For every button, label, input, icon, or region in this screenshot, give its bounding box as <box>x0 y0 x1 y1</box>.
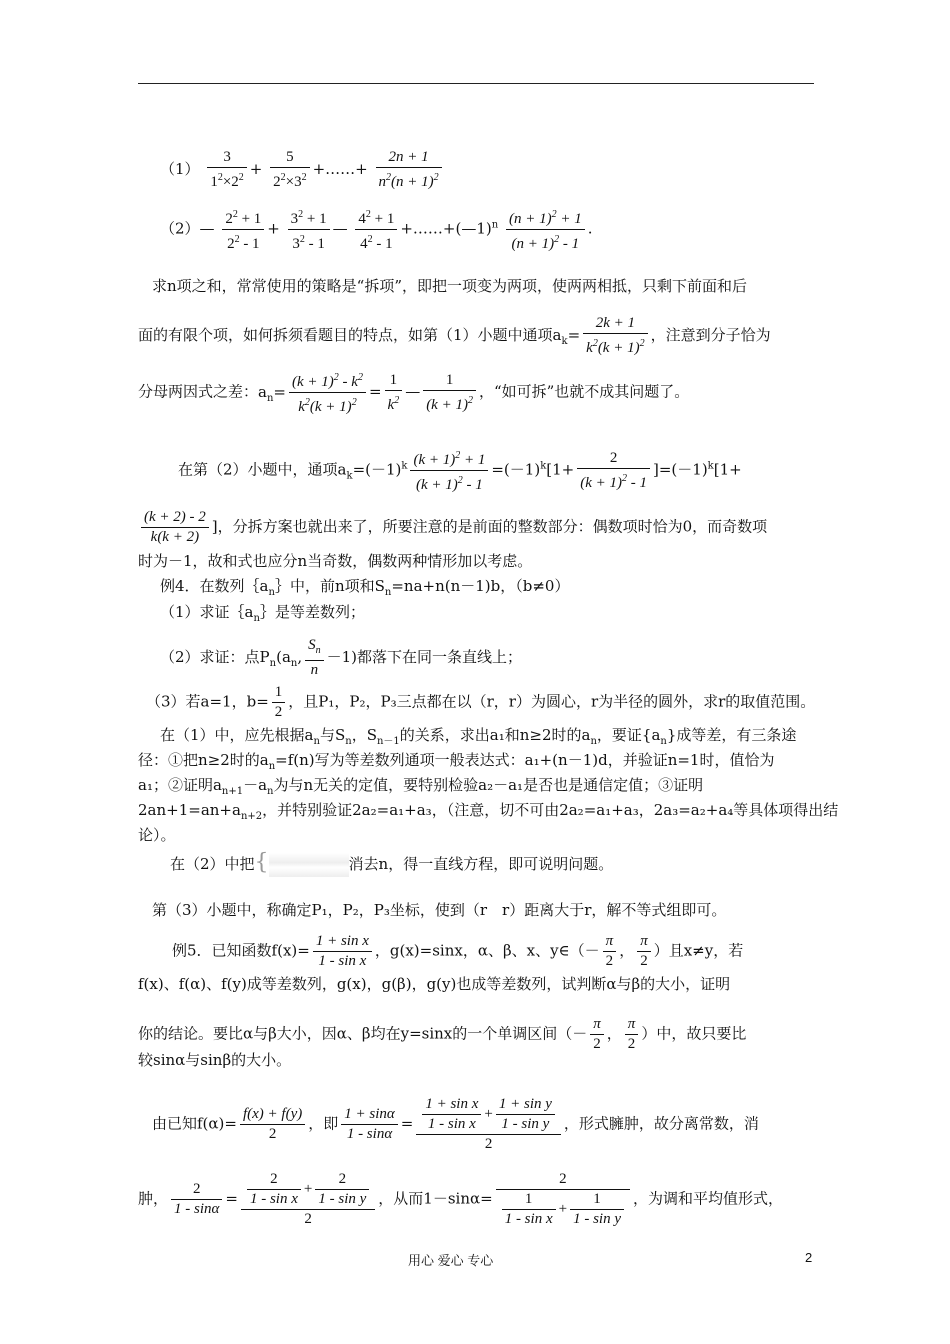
text: 由已知f(α)= <box>152 1114 237 1133</box>
text: ｝中，前n项和S <box>274 577 385 595</box>
example-5-line: 由已知f(α)= $\frac{f(x) + f(y)}{2}$ ，即 $\frac{1 + \sin\alpha}{1 - \sin\alpha}$ = $\frac{\text{1 + sin x}}{\text{1 - sin x}}$ + $\frac{\text{1 + sin y}}{\text{1 - sin y}}$ 2 ，形式臃肿，故分离常数，消 <box>152 1096 759 1152</box>
brace-system-icon: { <box>254 850 269 875</box>
text: 例5．已知函数f(x)= <box>172 941 310 960</box>
formula-item-1: （1） $\frac{3}{1^2\times 2^2}$ + $\frac{5}{2^2\times 3^2}$ +……+ $\frac{2n + 1}{n^2(n + 1)^2}$ <box>160 148 445 192</box>
solution-line: 第（3）小题中，称确定P₁，P₂，P₃坐标，使到（r r）距离大于r，解不等式组即可。 <box>152 901 727 919</box>
example-5-line: 你的结论。要比α与β大小，因α、β均在y=sinx的一个单调区间（－ $\frac{\pi}{2}$ ， $\frac{\pi}{2}$ ）中，故只要比 <box>138 1016 747 1052</box>
text: ，S <box>351 726 377 744</box>
question-2: （2）求证：点$P_n(a_n$, $\frac{S_n}{n}$ －1)都落下在同一条直线上； <box>160 637 523 678</box>
item-label: （2）— <box>160 219 215 238</box>
text: 在（1）中，应先根据a <box>160 726 314 744</box>
text: ）且x≠y，若 <box>653 941 744 960</box>
paragraph-line: 时为－1，故和式也应分n当奇数，偶数两种情形加以考虑。 <box>138 552 533 570</box>
formula-item-2: （2）— $\frac{2^2 + 1}{2^2 - 1}$ + $\frac{3^2 + 1}{3^2 - 1}$ — $\frac{4^2 + 1}{4^2 - 1}$ +……+(—1)$^n$ $\frac{(n + 1)^2 + 1}{(n + 1)^2 - 1}$ . <box>160 205 593 254</box>
text: 都落下在同一条直线上； <box>357 648 523 666</box>
text: 在第（2）小题中，通项 <box>178 460 338 479</box>
text: （1）求证｛a <box>160 603 254 621</box>
text: 与S <box>319 726 346 744</box>
solution-line: 论）。 <box>138 826 176 844</box>
text: ，g(x)=sinx，α、β、x、y∈（－ <box>374 941 600 960</box>
paragraph-line: $\frac{(k + 2) - 2}{k(k + 2)}$ ]，分拆方案也就出来了，所要注意的是前面的整数部分：偶数项时恰为0，而奇数项 <box>138 508 767 547</box>
text: ，且P₁，P₂，P₃三点都在以（r，r）为圆心，r为半径的圆外，求r的取值范围。 <box>288 692 816 711</box>
solution-line: 在（1）中，应先根据$a_n$与$S_n$，$S_{n-1}$的关系，求出a₁和n≥2时的$a_n$，要证$\{a_n\}$成等差，有三条途 <box>160 726 797 747</box>
text: 消去n，得一直线方程，即可说明问题。 <box>348 855 614 873</box>
example-5-line: 肿， $\frac{2}{1 - \sin\alpha}$ = $\frac{2}{\text{1 - sin x}}$ + $\frac{2}{\text{1 - sin y}}$ 2 ，从而1－sinα= 2 $\frac{1}{\text{1 - sin x}}$ + $\frac{1}{\text{1 - sin y}}$ ，为调和平均值形式， <box>138 1171 784 1227</box>
question-3: （3）若a=1，b= $\frac{1}{2}$ ，且P₁，P₂，P₃三点都在以（r，r）为圆心，r为半径的圆外，求r的取值范围。 <box>146 684 816 720</box>
text: （3）若a=1，b= <box>146 692 269 711</box>
text: ，为调和平均值形式， <box>633 1189 784 1208</box>
text: ，分拆方案也就出来了，所要注意的是前面的整数部分：偶数项时恰为0，而奇数项 <box>217 517 768 536</box>
text: 为与n无关的定值，要特别检验a₂－a₁是否也是通信定值；③证明 <box>273 776 704 794</box>
text: ，并特别验证2a₂=a₁+a₃，（注意，切不可由2a₂=a₁+a₃，2a₃=a₂+a₄等具体项得出结 <box>262 801 839 819</box>
text: ，形式臃肿，故分离常数，消 <box>563 1114 759 1133</box>
text: ，即 <box>308 1114 339 1133</box>
text: 分母两因式之差： <box>138 382 259 401</box>
text: 在（2）中把 <box>170 855 255 873</box>
text: ，要证{a <box>596 726 661 744</box>
text: 你的结论。要比α与β大小，因α、β均在y=sinx的一个单调区间（－ <box>138 1024 588 1043</box>
paragraph-line: 面的有限个项，如何拆须看题目的特点，如第（1）小题中通项$a_k=$ $\frac{2k + 1}{k^2(k + 1)^2}$ ，注意到分子恰为 <box>138 315 771 356</box>
text: 的关系，求出a₁和n≥2时的a <box>399 726 591 744</box>
example-5-line: 较sinα与sinβ的大小。 <box>138 1051 292 1069</box>
item-label: （1） <box>160 160 200 178</box>
text: a₁；②证明a <box>138 776 222 794</box>
text: 径：①把n≥2时的a <box>138 751 269 769</box>
solution-line: 径：①把n≥2时的$a_n=f(n)$写为等差数列通项一般表达式：a₁+(n－1)d，并验证n=1时，值恰为 <box>138 751 775 772</box>
text: ，“如可拆”也就不成其问题了。 <box>478 382 690 401</box>
footer-slogan: 用心 爱心 专心 <box>408 1253 494 1268</box>
text: －a <box>243 776 268 794</box>
header-rule <box>138 83 814 84</box>
text: =f(n)写为等差数列通项一般表达式：a₁+(n－1)d，并验证n=1时，值恰为 <box>275 751 775 769</box>
text: （2）求证：点P <box>160 648 270 666</box>
paragraph-line: 在第（2）小题中，通项$a_k=(-1)^k$ $\frac{(k + 1)^2 + 1}{(k + 1)^2 - 1}$ $=(-1)^k[1+$ $\frac{2}{(k + 1)^2 - 1}$ ]$=(-1)^k[1+$ <box>178 446 742 495</box>
text: 肿， <box>138 1189 169 1208</box>
question-1: （1）求证$\{a_n\}$是等差数列； <box>160 603 365 624</box>
page-number: 2 <box>805 1250 813 1265</box>
text: 2an+1=an+a <box>138 801 241 819</box>
solution-line: $2an+1=an+a_{n+2}$，并特别验证2a₂=a₁+a₃，（注意，切不可由2a₂=a₁+a₃，2a₃=a₂+a₄等具体项得出结 <box>138 801 839 822</box>
example-5-line: 例5．已知函数f(x)= $\frac{\text{1 + sin x}}{\text{1 - sin x}}$ ，g(x)=sinx，α、β、x、y∈（－ $\frac{\pi}{2}$ ， $\frac{\pi}{2}$ ）且x≠y，若 <box>172 933 744 969</box>
paragraph-line: 求n项之和，常常使用的策略是“拆项”，即把一项变为两项，使两两相抵，只剩下前面和后 <box>152 277 748 295</box>
text: }成等差，有三条途 <box>666 726 797 744</box>
text: =na+n(n－1)b，（b≠0） <box>391 577 570 595</box>
equation-system-image <box>269 853 349 877</box>
solution-line: a₁；②证明$a_{n+1}-a_n$为与n无关的定值，要特别检验a₂－a₁是否也是通信定值；③证明 <box>138 776 704 797</box>
text: 例4．在数列｛a <box>160 577 269 595</box>
example-5-line: f(x)、f(α)、f(y)成等差数列，g(x)，g(β)，g(y)也成等差数列，试判断α与β的大小，证明 <box>138 975 731 993</box>
example-4-title: 例4．在数列$\{a_n\}$中，前n项和$S_n=na+n(n-1)b$，（b≠0） <box>160 577 570 598</box>
text: 面的有限个项，如何拆须看题目的特点，如第（1）小题中通项 <box>138 326 553 344</box>
text: ）中，故只要比 <box>641 1024 747 1043</box>
text: ，从而1－sinα= <box>378 1189 493 1208</box>
text: ，注意到分子恰为 <box>650 326 771 344</box>
solution-line <box>170 850 614 877</box>
paragraph-line: 分母两因式之差：$a_n=$ $\frac{(k + 1)^2 - k^2}{k^2(k + 1)^2}$ = $\frac{1}{k^2}$ — $\frac{1}{(k + 1)^2}$ ，“如可拆”也就不成其问题了。 <box>138 368 689 417</box>
text: ｝是等差数列； <box>259 603 365 621</box>
